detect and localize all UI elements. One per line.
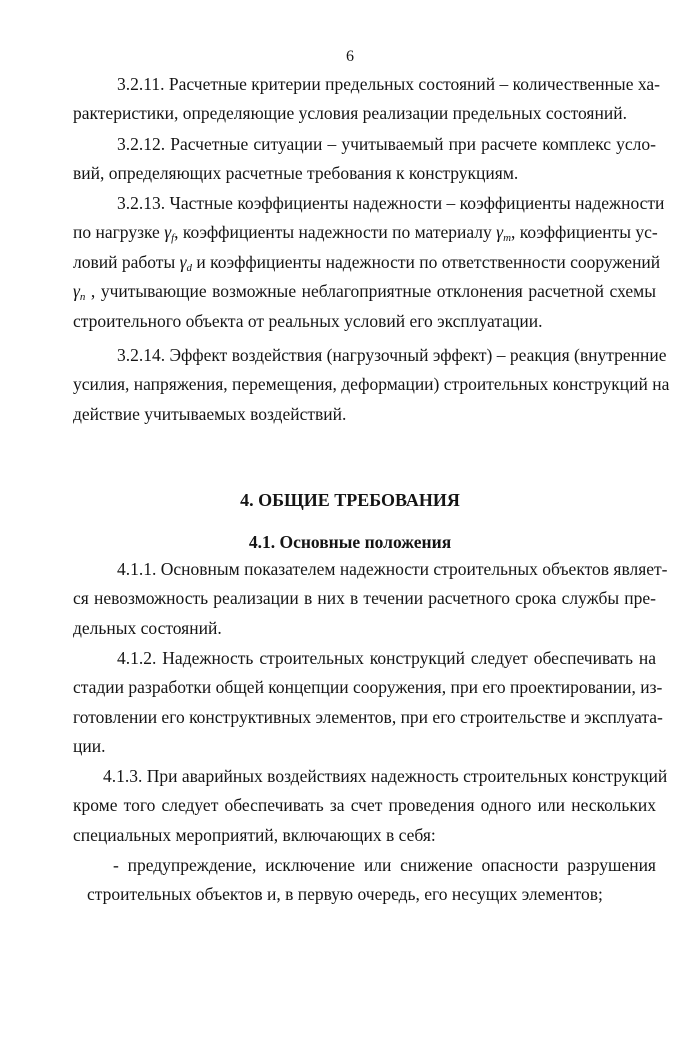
text-line: 3.2.12. Расчетные ситуации – учитываемый при расчете комплекс усло-: [117, 134, 656, 154]
paragraph-4-1-2: [73, 644, 663, 762]
page-number: 6: [346, 48, 354, 65]
gamma-n-subscript: n: [79, 291, 86, 304]
text-line: ции.: [73, 736, 106, 757]
text-line: ся невозможность реализации в них в течении расчетного срока службы пре-: [73, 588, 656, 609]
text-line: стадии разработки общей концепции сооружения, при его проектировании, из-: [73, 677, 663, 698]
bullet-item: [73, 851, 656, 910]
text-line: усилия, напряжения, перемещения, деформации) строительных конструкций на: [73, 374, 670, 395]
text-line: готовлении его конструктивных элементов, при его строительстве и эксплуата-: [73, 706, 663, 727]
text-line: 3.2.11. Расчетные критерии предельных состояний – количественные ха-: [117, 74, 660, 94]
text-line: [73, 277, 656, 306]
text-fragment: , учитывающие возможные неблагоприятные отклонения расчетной схемы: [85, 281, 656, 302]
text-line: 4.1.2. Надежность строительных конструкций следует обеспечивать на: [117, 648, 656, 668]
text-fragment: ловий работы: [73, 251, 180, 272]
paragraph-4-1-3: [73, 762, 668, 850]
text-line: специальных мероприятий, включающих в себя:: [73, 824, 436, 845]
paragraph-4-1-1: [73, 555, 668, 643]
gamma-n-symbol: γ: [73, 281, 80, 302]
text-line: - предупреждение, исключение или снижение опасности разрушения: [113, 855, 656, 875]
text-fragment: по нагрузке: [73, 222, 165, 243]
text-line: дельных состояний.: [73, 617, 222, 638]
text-line: 3.2.13. Частные коэффициенты надежности – коэффициенты надежности: [117, 193, 665, 213]
gamma-f-subscript: f: [171, 232, 175, 245]
paragraph-3-2-11: [73, 70, 660, 129]
paragraph-3-2-13: [73, 189, 665, 336]
text-line: 4.1.1. Основным показателем надежности строительных объектов являет-: [117, 559, 668, 579]
text-line: рактеристики, определяющие условия реализации предельных состояний.: [73, 103, 627, 124]
text-line: вий, определяющих расчетные требования к конструкциям.: [73, 163, 519, 184]
gamma-d-subscript: d: [186, 261, 192, 274]
text-line: 3.2.14. Эффект воздействия (нагрузочный эффект) – реакция (внутренние: [117, 345, 667, 365]
text-line: действие учитываемых воздействий.: [73, 403, 347, 424]
gamma-d-symbol: γ: [179, 251, 187, 272]
text-line: строительных объектов и, в первую очередь, его несущих элементов;: [87, 884, 603, 905]
section-heading: 4. ОБЩИЕ ТРЕБОВАНИЯ: [240, 490, 460, 510]
gamma-m-symbol: γ: [496, 222, 504, 243]
gamma-f-symbol: γ: [164, 222, 172, 243]
subsection-heading: 4.1. Основные положения: [248, 532, 452, 552]
text-fragment: , коэффициенты ус-: [511, 222, 658, 243]
text-line: 4.1.3. При аварийных воздействиях надежность строительных конструкций: [103, 766, 668, 786]
text-fragment: и коэффициенты надежности по ответственности сооружений: [191, 251, 661, 272]
gamma-m-subscript: m: [503, 232, 512, 245]
paragraph-3-2-14: [73, 341, 670, 429]
text-line: [73, 218, 656, 247]
text-line: кроме того следует обеспечивать за счет проведения одного или нескольких: [73, 795, 656, 816]
paragraph-3-2-12: [73, 130, 656, 189]
text-line: строительного объекта от реальных условий его эксплуатации.: [73, 310, 543, 331]
text-line: [73, 248, 661, 277]
text-fragment: , коэффициенты надежности по материалу: [174, 222, 497, 243]
